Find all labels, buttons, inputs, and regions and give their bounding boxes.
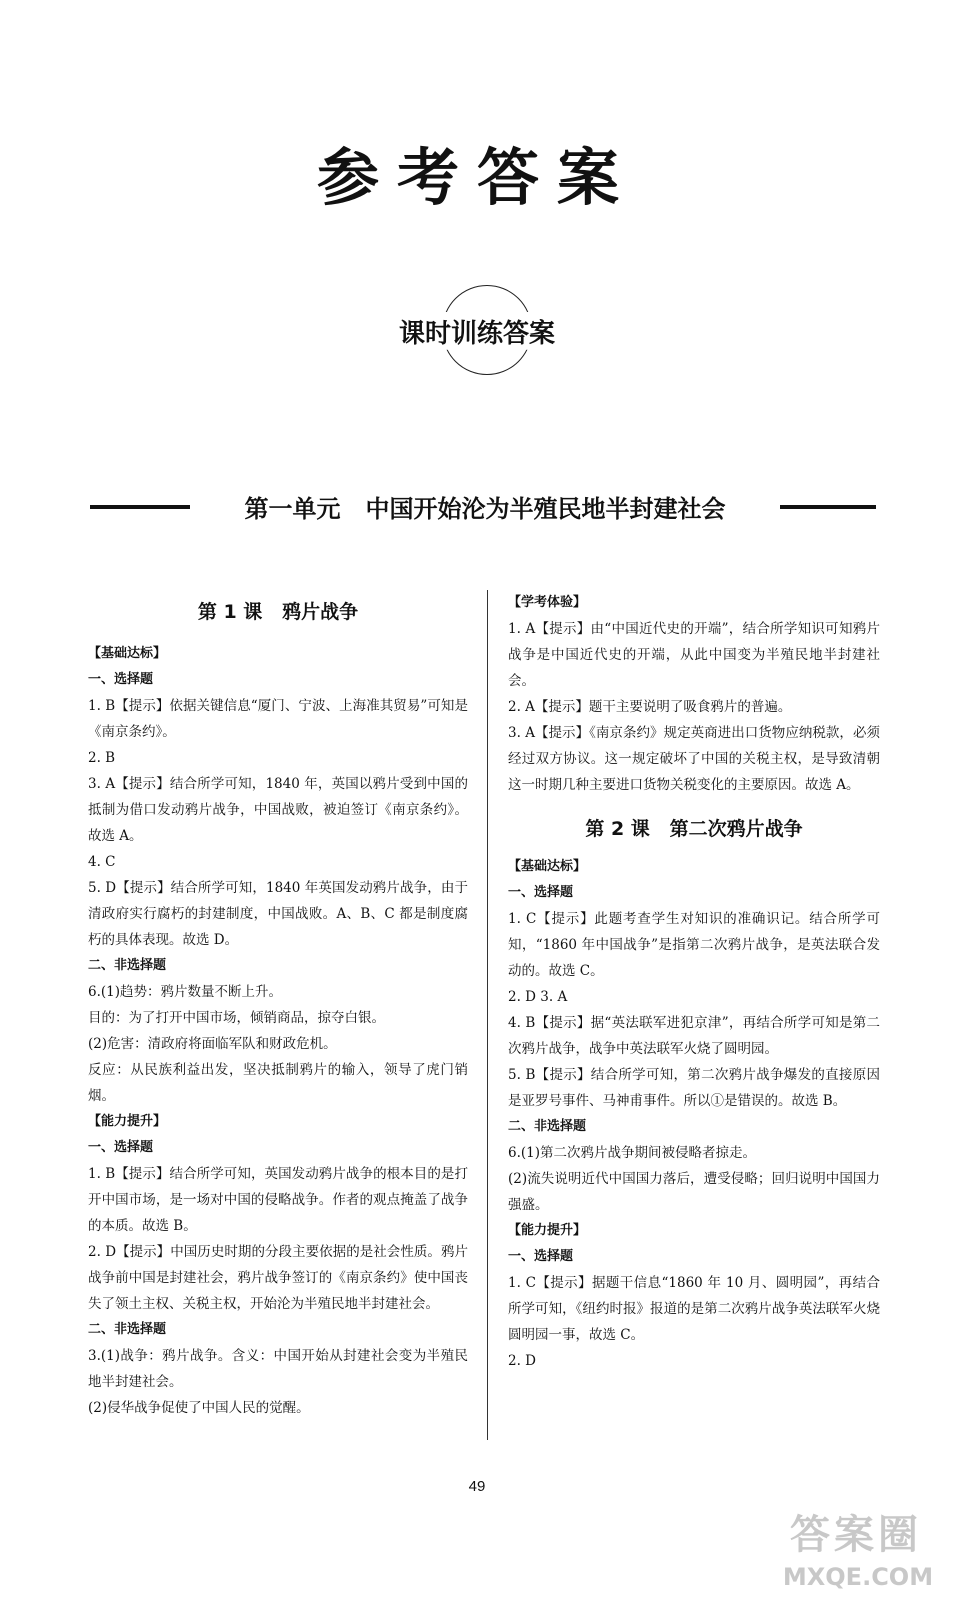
answer-item: 6.(1)趋势：鸦片数量不断上升。 xyxy=(88,984,283,1000)
answer-item: 1. B【提示】结合所学可知，英国发动鸦片战争的根本目的是打开中国市场，是一场对中国的侵略战争。作者的观点掩盖了战争的本质。故选 B。 xyxy=(88,1166,468,1234)
answer-item: 2. D【提示】中国历史时期的分段主要依据的是社会性质。鸦片战争前中国是封建社会，鸦片战争签订的《南京条约》使中国丧失了领土主权、关税主权，开始沦为半殖民地半封建社会。 xyxy=(88,1244,468,1312)
answer-item: 1. A【提示】由“中国近代史的开端”，结合所学知识可知鸦片战争是中国近代史的开端，从此中国变为半殖民地半封建社会。 xyxy=(508,621,880,689)
unit-rule-right xyxy=(780,505,876,509)
answer-item: 2. B xyxy=(88,750,116,766)
subsection-heading: 一、选择题 xyxy=(88,672,154,687)
section-tag: 【学考体验】 xyxy=(508,595,587,610)
section-tag: 【能力提升】 xyxy=(508,1223,587,1238)
answer-item: 3. A【提示】结合所学可知，1840 年，英国以鸦片受到中国的抵制为借口发动鸦片战争，中国战败，被迫签订《南京条约》。故选 A。 xyxy=(88,776,468,844)
answer-item: 1. C【提示】此题考查学生对知识的准确识记。结合所学可知，“1860 年中国战争”是指第二次鸦片战争，是英法联合发动的。故选 C。 xyxy=(508,911,880,979)
watermark-logo: 答案圈 xyxy=(790,1512,922,1558)
answer-item: 6.(1)第二次鸦片战争期间被侵略者掠走。 xyxy=(508,1145,757,1161)
answer-item: 5. D【提示】结合所学可知，1840 年英国发动鸦片战争，由于清政府实行腐朽的封建制度，中国战败。A、B、C 都是制度腐朽的具体表现。故选 D。 xyxy=(88,880,468,948)
answer-item: (2)危害：清政府将面临军队和财政危机。 xyxy=(88,1036,337,1052)
subsection-heading: 二、非选择题 xyxy=(88,958,167,973)
answer-item: 2. A【提示】题干主要说明了吸食鸦片的普遍。 xyxy=(508,699,792,715)
answer-item: 2. D xyxy=(508,1353,536,1369)
answer-item: 3.(1)战争：鸦片战争。含义：中国开始从封建社会变为半殖民地半封建社会。 xyxy=(88,1348,468,1390)
right-column xyxy=(508,590,880,1374)
unit-rule-left xyxy=(90,505,190,509)
watermark-site: MXQE.COM xyxy=(782,1563,934,1591)
answer-item: 4. B【提示】据“英法联军进犯京津”，再结合所学可知是第二次鸦片战争，战争中英法联军火烧了圆明园。 xyxy=(508,1015,880,1057)
answer-item: 3. A【提示】《南京条约》规定英商进出口货物应纳税款，必须经过双方协议。这一规定破坏了中国的关税主权，是导致清朝这一时期几种主要进口货物关税变化的主要原因。故选 A。 xyxy=(508,725,880,793)
answer-item: 4. C xyxy=(88,854,116,870)
section-tag: 【能力提升】 xyxy=(88,1114,167,1129)
answer-item: (2)侵华战争促使了中国人民的觉醒。 xyxy=(88,1400,310,1416)
lesson-title: 第 2 课 第二次鸦片战争 xyxy=(585,818,803,840)
section-tag: 【基础达标】 xyxy=(508,859,587,874)
unit-title: 第一单元 中国开始沦为半殖民地半封建社会 xyxy=(244,495,726,523)
page-title: 参考答案 xyxy=(316,141,637,214)
left-column xyxy=(88,597,468,1421)
answer-item: 2. D 3. A xyxy=(508,989,568,1005)
answer-item: 1. C【提示】据题干信息“1860 年 10 月、圆明园”，再结合所学可知，《纽约时报》报道的是第二次鸦片战争英法联军火烧圆明园一事，故选 C。 xyxy=(508,1275,880,1343)
column-divider xyxy=(487,590,488,1440)
subsection-heading: 一、选择题 xyxy=(508,1249,574,1264)
section-tag: 【基础达标】 xyxy=(88,646,167,661)
subsection-heading: 二、非选择题 xyxy=(508,1119,587,1134)
section-title: 课时训练答案 xyxy=(398,319,555,349)
answer-item: 1. B【提示】依据关键信息“厦门、宁波、上海准其贸易”可知是《南京条约》。 xyxy=(88,698,468,740)
lesson-title: 第 1 课 鸦片战争 xyxy=(197,601,359,623)
subsection-heading: 一、选择题 xyxy=(88,1140,154,1155)
answer-item: (2)流失说明近代中国国力落后，遭受侵略；回归说明中国国力强盛。 xyxy=(508,1171,880,1213)
page-number: 49 xyxy=(468,1478,486,1495)
answer-item: 5. B【提示】结合所学可知，第二次鸦片战争爆发的直接原因是亚罗号事件、马神甫事件。所以①是错误的。故选 B。 xyxy=(508,1067,880,1109)
answer-item: 目的：为了打开中国市场，倾销商品，掠夺白银。 xyxy=(88,1010,385,1026)
subsection-heading: 二、非选择题 xyxy=(88,1322,167,1337)
answer-item: 反应：从民族利益出发，坚决抵制鸦片的输入，领导了虎门销烟。 xyxy=(88,1062,468,1104)
subsection-heading: 一、选择题 xyxy=(508,885,574,900)
